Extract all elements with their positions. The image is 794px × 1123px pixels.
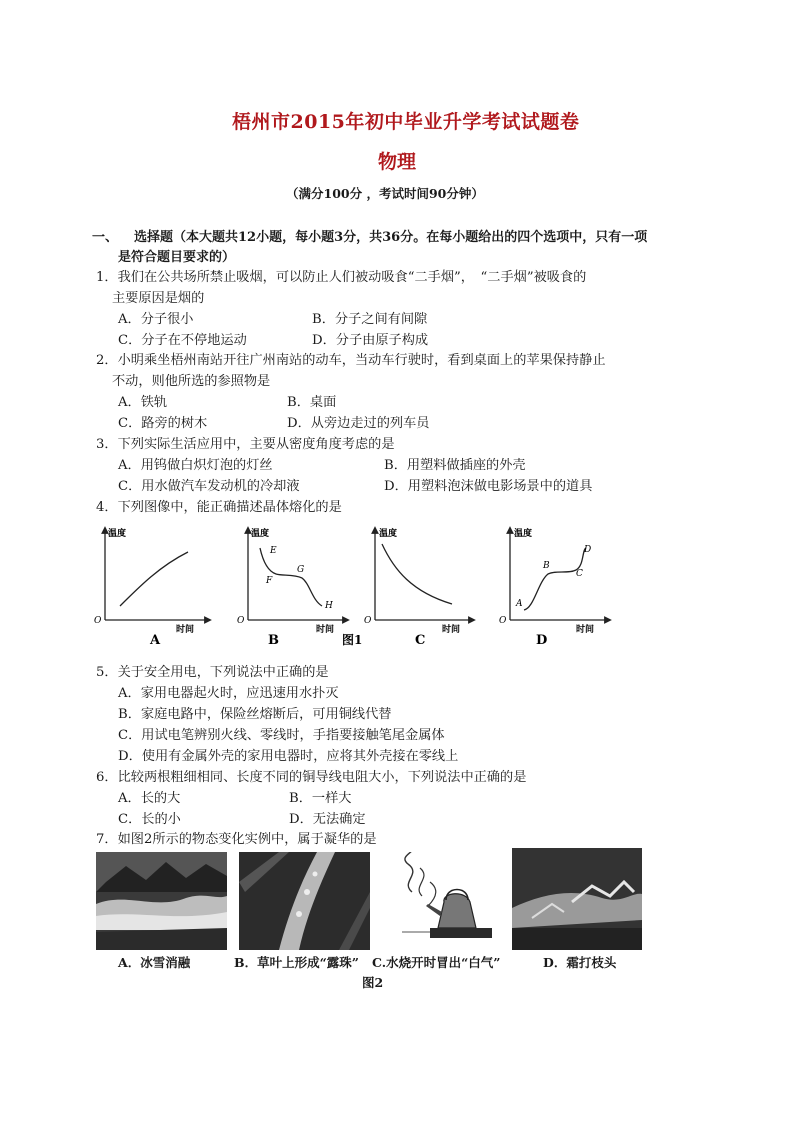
question-6-line1: 6．比较两根粗细相同、长度不同的铜导线电阻大小，下列说法中正确的是 [96, 770, 527, 785]
photo-b-caption: B．草叶上形成“露珠” [234, 955, 359, 970]
graph-d-point-a: A [516, 599, 523, 609]
photo-dew-on-grass [239, 852, 370, 950]
graph-b-x-label: 时间 [316, 625, 335, 635]
q2-option-c: C．路旁的树木 [118, 416, 208, 431]
graph-c [364, 527, 472, 648]
q5-option-d: D．使用有金属外壳的家用电器时，应将其外壳接在零线上 [118, 749, 459, 764]
graph-c-label: C [415, 633, 426, 648]
question-4-line1: 4．下列图像中，能正确描述晶体熔化的是 [96, 500, 342, 515]
q6-option-c: C．长的小 [118, 812, 181, 827]
graph-b-y-label: 温度 [251, 529, 270, 539]
figure-1 [90, 520, 630, 648]
q3-option-c: C．用水做汽车发动机的冷却液 [118, 479, 300, 494]
q3-option-d: D．用塑料泡沫做电影场景中的道具 [384, 479, 593, 494]
graph-b-point-f: F [266, 576, 273, 586]
q2-option-a: A．铁轨 [118, 395, 168, 410]
graph-c-y-label: 温度 [379, 529, 398, 539]
question-5-line1: 5．关于安全用电，下列说法中正确的是 [96, 665, 329, 680]
q1-option-c: C．分子在不停地运动 [118, 333, 247, 348]
section-heading-line2: 是符合题目要求的） [118, 250, 236, 265]
graph-d-label: D [536, 633, 548, 648]
q1-option-b: B．分子之间有间隙 [312, 312, 428, 327]
q6-option-d: D．无法确定 [289, 812, 366, 827]
q6-option-b: B．一样大 [289, 791, 352, 806]
graph-d-point-d: D [584, 545, 592, 555]
graph-c-curve [382, 544, 452, 604]
graph-a-curve [120, 552, 188, 606]
q1-option-d: D．分子由原子构成 [312, 333, 429, 348]
graph-d-origin: O [499, 616, 507, 626]
photo-d-caption: D．霜打枝头 [543, 955, 617, 970]
graph-b-point-e: E [270, 546, 277, 556]
q5-option-b: B．家庭电路中，保险丝熔断后，可用铜线代替 [118, 707, 392, 722]
graph-a [94, 527, 208, 648]
question-2-line2: 不动，则他所选的参照物是 [112, 374, 271, 389]
section-number: 一、 [92, 230, 119, 245]
graph-a-x-label: 时间 [176, 625, 195, 635]
question-7-line1: 7．如图2所示的物态变化实例中，属于凝华的是 [96, 832, 377, 847]
q1-option-a: A．分子很小 [118, 312, 194, 327]
question-2-line1: 2．小明乘坐梧州南站开往广州南站的动车，当动车行驶时，看到桌面上的苹果保持静止 [96, 353, 606, 368]
q2-option-d: D．从旁边走过的列车员 [287, 416, 430, 431]
photo-a-caption: A．冰雪消融 [118, 955, 191, 970]
photo-melting-snow [96, 852, 227, 950]
graph-d [499, 527, 608, 648]
graph-b-point-g: G [297, 565, 305, 575]
subject-title: 物理 [378, 151, 417, 173]
question-3-line1: 3．下列实际生活应用中，主要从密度角度考虑的是 [96, 437, 395, 452]
graph-c-x-label: 时间 [442, 625, 461, 635]
photo-boiling-kettle [382, 852, 504, 950]
photo-frost-on-branches [512, 848, 642, 950]
q5-option-c: C．用试电笔辨别火线、零线时，手指要接触笔尾金属体 [118, 728, 445, 743]
graph-d-y-label: 温度 [514, 529, 533, 539]
page-title: 梧州市2015年初中毕业升学考试试题卷 [232, 111, 580, 133]
figure-2-caption: 图2 [362, 975, 384, 990]
graph-a-label: A [150, 633, 161, 648]
graph-a-y-label: 温度 [108, 529, 127, 539]
question-1-line2: 主要原因是烟的 [112, 291, 205, 306]
graph-a-origin: O [94, 616, 102, 626]
q3-option-b: B．用塑料做插座的外壳 [384, 458, 526, 473]
q2-option-b: B．桌面 [287, 395, 337, 410]
q5-option-a: A．家用电器起火时，应迅速用水扑灭 [118, 686, 339, 701]
graph-b-label: B [268, 633, 279, 648]
photo-c-caption: C.水烧开时冒出“白气” [372, 955, 501, 970]
figure-1-caption: 图1 [342, 633, 363, 647]
q6-option-a: A．长的大 [118, 791, 181, 806]
section-heading-line1: 选择题（本大题共12小题，每小题3分，共36分。在每小题给出的四个选项中，只有一项 [134, 230, 648, 245]
graph-b-point-h: H [325, 601, 333, 611]
graph-c-origin: O [364, 616, 372, 626]
graph-b [237, 527, 346, 648]
question-1-line1: 1．我们在公共场所禁止吸烟，可以防止人们被动吸食“二手烟”， “二手烟”被吸食的 [96, 270, 587, 285]
graph-d-point-c: C [576, 569, 583, 579]
q3-option-a: A．用钨做白炽灯泡的灯丝 [118, 458, 273, 473]
graph-d-point-b: B [543, 561, 550, 571]
graph-d-curve [524, 548, 586, 610]
graph-b-origin: O [237, 616, 245, 626]
graph-d-x-label: 时间 [576, 625, 595, 635]
exam-note: （满分100分 ，考试时间90分钟） [286, 186, 484, 201]
